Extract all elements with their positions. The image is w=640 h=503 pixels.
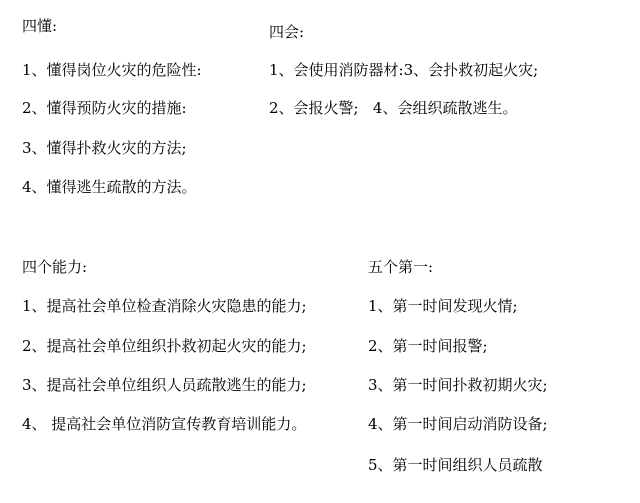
si-ge-neng-li-item-4: 4、 提高社会单位消防宣传教育培训能力。 bbox=[22, 415, 307, 433]
wu-ge-di-yi-item-3: 3、第一时间扑救初期火灾; bbox=[368, 376, 548, 394]
si-dong-item-1: 1、懂得岗位火灾的危险性: bbox=[22, 61, 202, 79]
si-dong-item-4: 4、懂得逃生疏散的方法。 bbox=[22, 178, 197, 196]
si-hui-item-1: 1、会使用消防器材:3、会扑救初起火灾; bbox=[269, 61, 539, 79]
si-dong-item-2: 2、懂得预防火灾的措施: bbox=[22, 99, 187, 117]
si-hui-title: 四会: bbox=[269, 23, 305, 41]
si-hui-item-2: 2、会报火警; 4、会组织疏散逃生。 bbox=[269, 99, 518, 117]
wu-ge-di-yi-item-5: 5、第一时间组织人员疏散 bbox=[368, 456, 543, 474]
wu-ge-di-yi-item-2: 2、第一时间报警; bbox=[368, 337, 488, 355]
wu-ge-di-yi-item-1: 1、第一时间发现火情; bbox=[368, 297, 518, 315]
wu-ge-di-yi-item-4: 4、第一时间启动消防设备; bbox=[368, 415, 548, 433]
si-ge-neng-li-title: 四个能力: bbox=[22, 258, 88, 276]
si-dong-title: 四懂: bbox=[22, 17, 58, 35]
si-dong-item-3: 3、懂得扑救火灾的方法; bbox=[22, 139, 187, 157]
si-ge-neng-li-item-2: 2、提高社会单位组织扑救初起火灾的能力; bbox=[22, 337, 307, 355]
si-ge-neng-li-item-1: 1、提高社会单位检查消除火灾隐患的能力; bbox=[22, 297, 307, 315]
si-ge-neng-li-item-3: 3、提高社会单位组织人员疏散逃生的能力; bbox=[22, 376, 307, 394]
wu-ge-di-yi-title: 五个第一: bbox=[368, 258, 434, 276]
